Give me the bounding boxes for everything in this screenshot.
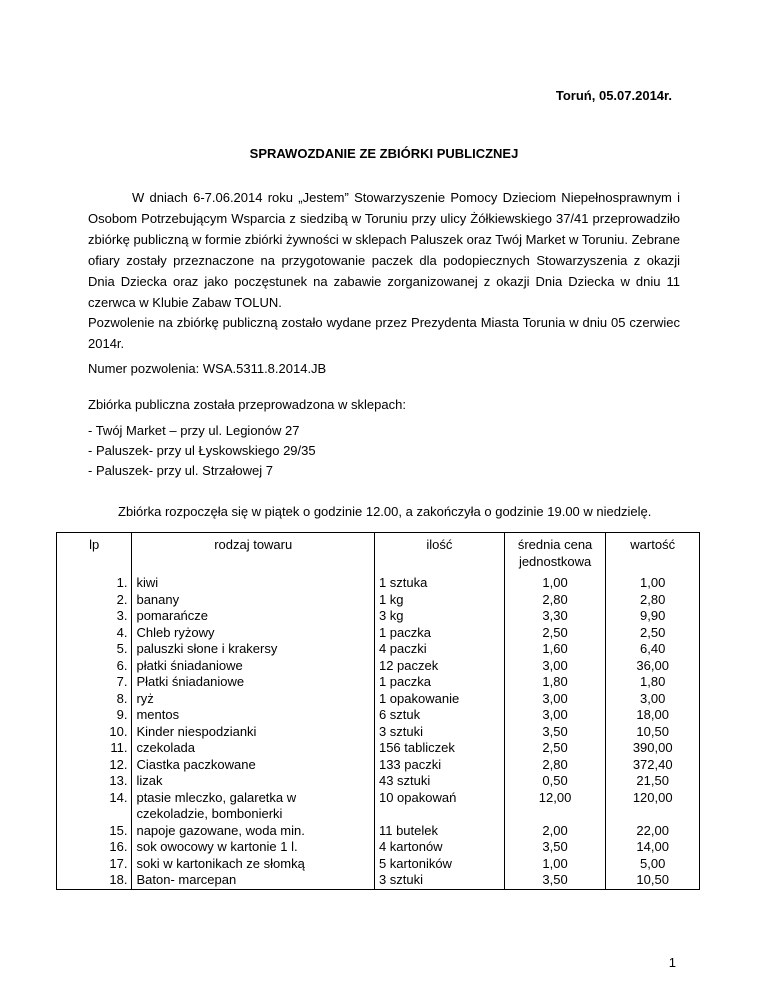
cell-qty: 3 kg — [374, 608, 504, 625]
cell-name: ryż — [132, 691, 375, 708]
cell-price: 1,00 — [504, 856, 606, 873]
table-row — [57, 872, 700, 889]
header-value: wartość — [606, 533, 700, 576]
cell-price: 12,00 — [504, 790, 606, 823]
table-row — [57, 658, 700, 675]
cell-price: 3,30 — [504, 608, 606, 625]
collection-time-paragraph: Zbiórka rozpoczęła się w piątek o godzinie 12.00, a zakończyła o godzinie 19.00 w niedzielę. — [118, 504, 652, 519]
cell-value: 21,50 — [606, 773, 700, 790]
header-lp: lp — [57, 533, 132, 576]
cell-price: 3,50 — [504, 724, 606, 741]
table-row — [57, 856, 700, 873]
table-row — [57, 790, 700, 823]
table-row — [57, 740, 700, 757]
stores-list — [88, 421, 680, 481]
cell-qty: 11 butelek — [374, 823, 504, 840]
cell-name: napoje gazowane, woda min. — [132, 823, 375, 840]
cell-qty: 1 paczka — [374, 674, 504, 691]
cell-lp: 4. — [57, 625, 132, 642]
permit-number: Numer pozwolenia: WSA.5311.8.2014.JB — [88, 361, 327, 376]
cell-qty: 3 sztuki — [374, 872, 504, 889]
cell-value: 6,40 — [606, 641, 700, 658]
cell-qty: 6 sztuk — [374, 707, 504, 724]
cell-lp: 5. — [57, 641, 132, 658]
cell-value: 120,00 — [606, 790, 700, 823]
table-row — [57, 608, 700, 625]
page-number: 1 — [668, 955, 676, 970]
items-table-body — [57, 575, 700, 889]
cell-price: 1,80 — [504, 674, 606, 691]
cell-value: 10,50 — [606, 872, 700, 889]
cell-price: 3,50 — [504, 872, 606, 889]
table-row — [57, 592, 700, 609]
table-row — [57, 691, 700, 708]
cell-price: 2,80 — [504, 592, 606, 609]
cell-name: płatki śniadaniowe — [132, 658, 375, 675]
cell-qty: 4 paczki — [374, 641, 504, 658]
cell-qty: 1 sztuka — [374, 575, 504, 592]
cell-value: 14,00 — [606, 839, 700, 856]
cell-lp: 15. — [57, 823, 132, 840]
cell-qty: 10 opakowań — [374, 790, 504, 823]
cell-name: Ciastka paczkowane — [132, 757, 375, 774]
table-row — [57, 674, 700, 691]
cell-price: 2,00 — [504, 823, 606, 840]
cell-value: 18,00 — [606, 707, 700, 724]
cell-lp: 11. — [57, 740, 132, 757]
cell-lp: 18. — [57, 872, 132, 889]
cell-lp: 8. — [57, 691, 132, 708]
cell-lp: 13. — [57, 773, 132, 790]
cell-name: Płatki śniadaniowe — [132, 674, 375, 691]
cell-price: 3,50 — [504, 839, 606, 856]
cell-value: 2,50 — [606, 625, 700, 642]
cell-lp: 6. — [57, 658, 132, 675]
cell-price: 3,00 — [504, 658, 606, 675]
cell-value: 1,00 — [606, 575, 700, 592]
store-item: - Paluszek- przy ul Łyskowskiego 29/35 — [88, 443, 316, 458]
store-item: - Paluszek- przy ul. Strzałowej 7 — [88, 463, 273, 478]
cell-lp: 1. — [57, 575, 132, 592]
cell-name: Kinder niespodzianki — [132, 724, 375, 741]
intro-paragraph: W dniach 6-7.06.2014 roku „Jestem” Stowarzyszenie Pomocy Dzieciom Niepełnosprawnym i Osobom Potrzebującym Wsparcia z siedzibą w Toruniu przy ulicy Żółkiewskiego 37/41 przeprowadziło zbiórkę publiczną w formie zbiórki żywności w sklepach Paluszek oraz Twój Market w Toruniu. Zebrane ofiary zostały przeznaczone na przygotowanie paczek dla podopiecznych Stowarzyszenia z okazji Dnia Dziecka oraz jako poczęstunek na zabawie zorganizowanej z okazji Dnia Dziecka w dniu 11 czerwca w Klubie Zabaw TOLUN. — [88, 190, 680, 310]
cell-value: 10,50 — [606, 724, 700, 741]
cell-name: paluszki słone i krakersy — [132, 641, 375, 658]
header-qty: ilość — [374, 533, 504, 576]
cell-value: 9,90 — [606, 608, 700, 625]
cell-lp: 17. — [57, 856, 132, 873]
cell-lp: 7. — [57, 674, 132, 691]
stores-intro: Zbiórka publiczna została przeprowadzona w sklepach: — [88, 397, 406, 412]
header-price: średnia cena jednostkowa — [504, 533, 606, 576]
cell-qty: 133 paczki — [374, 757, 504, 774]
cell-qty: 1 opakowanie — [374, 691, 504, 708]
table-row — [57, 641, 700, 658]
cell-qty: 5 kartoników — [374, 856, 504, 873]
cell-lp: 10. — [57, 724, 132, 741]
cell-qty: 3 sztuki — [374, 724, 504, 741]
document-title: SPRAWOZDANIE ZE ZBIÓRKI PUBLICZNEJ — [249, 146, 519, 161]
table-row — [57, 839, 700, 856]
table-row — [57, 757, 700, 774]
cell-qty: 156 tabliczek — [374, 740, 504, 757]
cell-lp: 12. — [57, 757, 132, 774]
header-name: rodzaj towaru — [132, 533, 375, 576]
items-table — [56, 532, 700, 890]
cell-name: sok owocowy w kartonie 1 l. — [132, 839, 375, 856]
table-row — [57, 575, 700, 592]
cell-lp: 14. — [57, 790, 132, 823]
cell-price: 2,80 — [504, 757, 606, 774]
cell-name: soki w kartonikach ze słomką — [132, 856, 375, 873]
store-item: - Twój Market – przy ul. Legionów 27 — [88, 423, 300, 438]
cell-lp: 3. — [57, 608, 132, 625]
cell-qty: 43 sztuki — [374, 773, 504, 790]
cell-qty: 1 paczka — [374, 625, 504, 642]
cell-price: 2,50 — [504, 740, 606, 757]
cell-value: 2,80 — [606, 592, 700, 609]
table-header-row — [57, 533, 700, 576]
cell-name: Chleb ryżowy — [132, 625, 375, 642]
cell-name: mentos — [132, 707, 375, 724]
cell-value: 3,00 — [606, 691, 700, 708]
cell-price: 1,00 — [504, 575, 606, 592]
cell-value: 390,00 — [606, 740, 700, 757]
cell-price: 1,60 — [504, 641, 606, 658]
cell-lp: 2. — [57, 592, 132, 609]
cell-price: 2,50 — [504, 625, 606, 642]
cell-value: 36,00 — [606, 658, 700, 675]
table-row — [57, 724, 700, 741]
table-row — [57, 707, 700, 724]
cell-value: 372,40 — [606, 757, 700, 774]
cell-value: 5,00 — [606, 856, 700, 873]
document-date: Toruń, 05.07.2014r. — [555, 88, 672, 103]
cell-name: czekolada — [132, 740, 375, 757]
table-row — [57, 823, 700, 840]
cell-value: 1,80 — [606, 674, 700, 691]
cell-lp: 9. — [57, 707, 132, 724]
cell-price: 3,00 — [504, 707, 606, 724]
cell-price: 0,50 — [504, 773, 606, 790]
permit-paragraph: Pozwolenie na zbiórkę publiczną zostało wydane przez Prezydenta Miasta Torunia w dniu 05 czerwiec 2014r. — [88, 315, 680, 351]
cell-name: kiwi — [132, 575, 375, 592]
cell-name: Baton- marcepan — [132, 872, 375, 889]
table-row — [57, 773, 700, 790]
cell-lp: 16. — [57, 839, 132, 856]
cell-qty: 1 kg — [374, 592, 504, 609]
cell-name: pomarańcze — [132, 608, 375, 625]
cell-value: 22,00 — [606, 823, 700, 840]
cell-qty: 4 kartonów — [374, 839, 504, 856]
cell-name: lizak — [132, 773, 375, 790]
cell-qty: 12 paczek — [374, 658, 504, 675]
cell-name: ptasie mleczko, galaretka w czekoladzie, bombonierki — [132, 790, 375, 823]
cell-price: 3,00 — [504, 691, 606, 708]
cell-name: banany — [132, 592, 375, 609]
table-row — [57, 625, 700, 642]
